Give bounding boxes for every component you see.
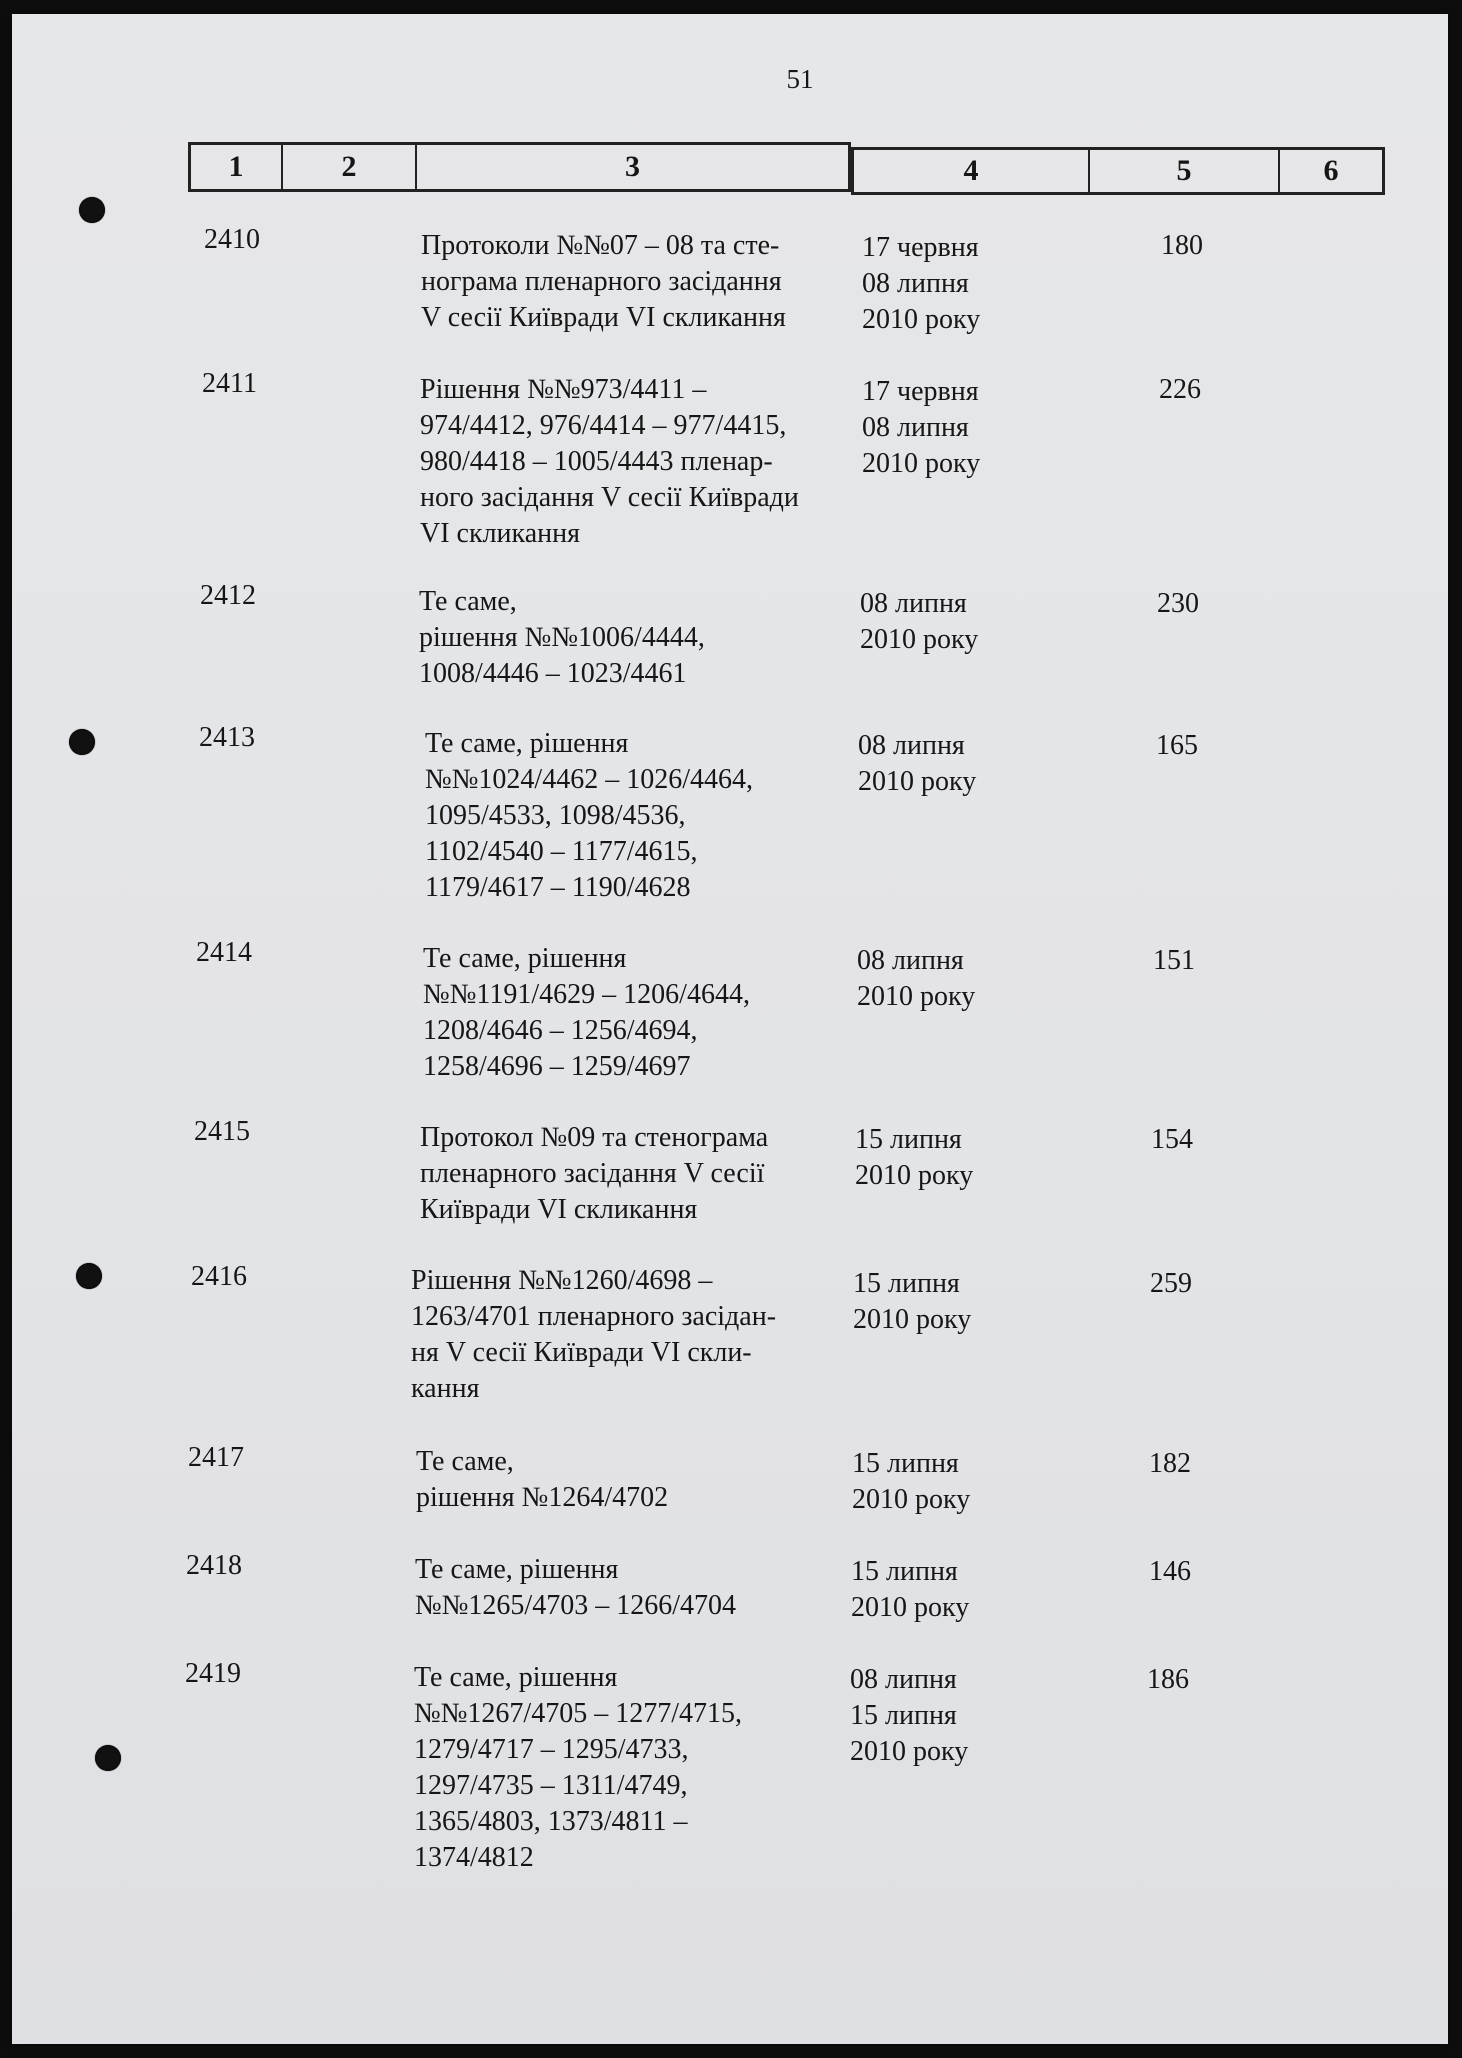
page-number: 51 [786,64,814,94]
row-count: 165 [1156,730,1198,761]
row-number: 2416 [191,1261,247,1292]
row-description: Рішення №№973/4411 – 974/4412, 976/4414 – 977/4415, 980/4418 – 1005/4443 пленар- ного засідання V сесії Київради VI скликання [420,374,799,549]
row-description: Те саме, рішення №№1006/4444, 1008/4446 – 1023/4461 [419,586,705,689]
row-dates: 15 липня 2010 року [852,1448,971,1515]
row-description: Рішення №№1260/4698 – 1263/4701 пленарного засідан- ня V сесії Київради VI скли- кання [411,1265,777,1404]
row-dates: 15 липня 2010 року [855,1124,974,1191]
row-dates: 08 липня 2010 року [860,588,979,655]
header-col-1: 1 [191,145,283,189]
header-col-4: 4 [854,150,1090,192]
row-count: 151 [1153,945,1195,976]
table-header-left [188,142,851,192]
row-count: 186 [1147,1664,1189,1695]
header-col-2: 2 [283,145,417,189]
header-col-3: 3 [625,150,640,183]
row-dates: 15 липня 2010 року [853,1268,972,1335]
header-col-6: 6 [1323,154,1339,187]
row-number: 2418 [186,1550,242,1581]
punch-hole [69,729,95,755]
row-description: Протоколи №№07 – 08 та сте- нограма пленарного засідання V сесії Київради VI скликання [421,230,786,333]
row-count: 230 [1157,588,1199,619]
row-dates: 17 червня 08 липня 2010 року [862,232,981,335]
row-description: Те саме, рішення №№1024/4462 – 1026/4464, 1095/4533, 1098/4536, 1102/4540 – 1177/4615, 1179/4617 – 1190/4628 [425,728,753,903]
row-dates: 15 липня 2010 року [851,1556,970,1623]
table-header-right [851,147,1385,195]
row-number: 2417 [188,1442,244,1473]
punch-hole [95,1745,121,1771]
row-description: Протокол №09 та стенограма пленарного засідання V сесії Київради VI скликання [420,1122,769,1225]
row-description: Те саме, рішення №№1267/4705 – 1277/4715, 1279/4717 – 1295/4733, 1297/4735 – 1311/4749, 1365/4803, 1373/4811 – 1374/4812 [414,1662,742,1873]
row-description: Те саме, рішення №№1265/4703 – 1266/4704 [415,1554,736,1621]
row-count: 146 [1149,1556,1191,1587]
row-count: 259 [1150,1268,1192,1299]
row-count: 180 [1161,230,1203,261]
row-number: 2411 [202,368,257,399]
row-count: 154 [1151,1124,1193,1155]
row-dates: 08 липня 2010 року [858,730,977,797]
row-description: Те саме, рішення №№1191/4629 – 1206/4644, 1208/4646 – 1256/4694, 1258/4696 – 1259/4697 [423,943,750,1082]
punch-hole [79,197,105,223]
row-dates: 08 липня 15 липня 2010 року [850,1664,969,1767]
row-number: 2410 [204,224,260,255]
row-number: 2419 [185,1658,241,1689]
row-dates: 08 липня 2010 року [857,945,976,1012]
row-number: 2414 [196,937,252,968]
punch-hole [76,1263,102,1289]
row-dates: 17 червня 08 липня 2010 року [862,376,981,479]
row-number: 2412 [200,580,256,611]
header-col-5: 5 [1090,150,1280,192]
row-count: 226 [1159,374,1201,405]
row-description: Те саме, рішення №1264/4702 [416,1446,669,1513]
row-number: 2415 [194,1116,250,1147]
row-number: 2413 [199,722,255,753]
row-count: 182 [1149,1448,1191,1479]
